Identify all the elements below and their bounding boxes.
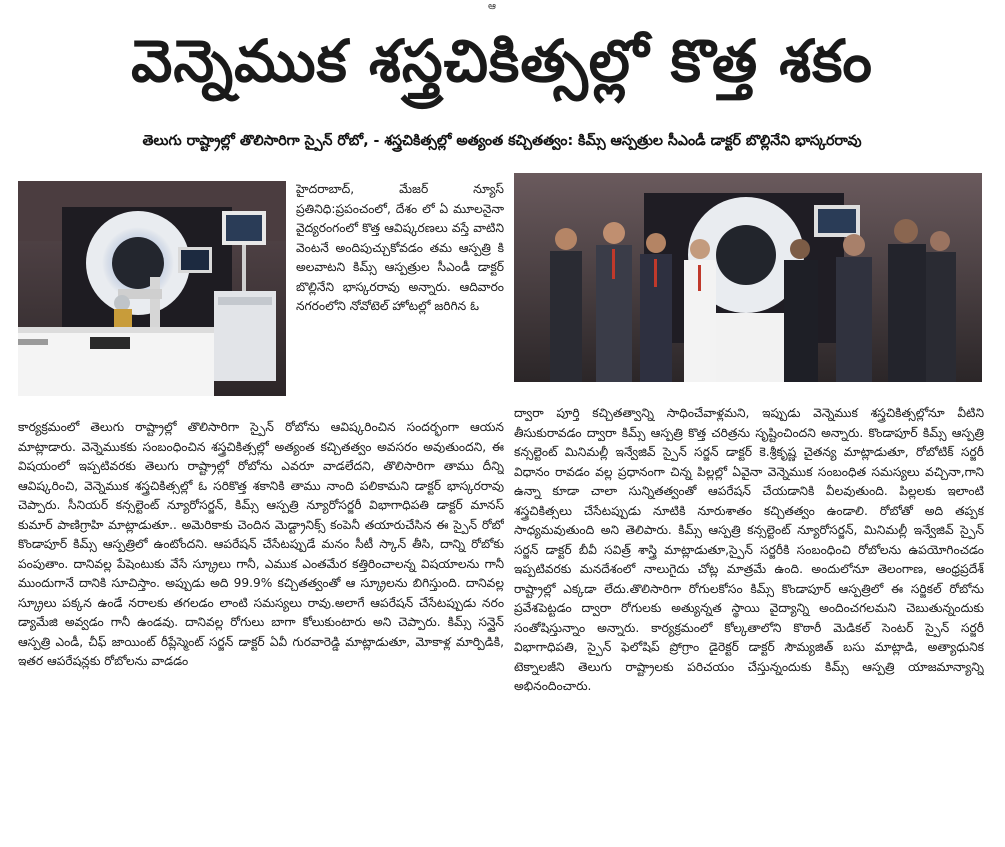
article-paragraph: ద్వారా పూర్తి కచ్చితత్వాన్ని సాధించేవాళ్లమని, ఇప్పుడు వెన్నెముక శస్త్రచికిత్సల్లోనూ వీటిని తీసుకురావడం ద్వారా కిమ్స్ ఆస్పత్రి కొత్త చరిత్రను సృష్టించిందని అన్నారు. కొండాపూర్ కిమ్స్ ఆస్పత్రి కన్సల్టెంట్ మినిమల్లీ ఇన్వేజివ్ స్పైన్ సర్జన్ డాక్టర్ కె.శ్రీకృష్ణ చైతన్య మాట్లాడుతూ, రోబోటిక్ సర్జరీ విధానం రావడం వల్ల ప్రధానంగా చిన్న పిల్లల్లో ఏవైనా వెన్నెముక సంబంధిత సమస్యలు వచ్చినా,గాని ఉన్నా కూడా చాలా సున్నితత్వంతో ఆపరేషన్ చేయడానికి వీలవుతుంది. పిల్లలకు ఇలాంటి శస్త్రచికిత్సలు చేసేటప్పుడు నూటికి నూరుశాతం కచ్చితత్వం ఉండాలి. రోబోతో అది తప్పక సాధ్యమవుతుంది అని తెలిపారు. కిమ్స్ ఆస్పత్రి కన్సల్టెంట్ న్యూరోసర్జన్, మినిమల్లీ ఇన్వేజివ్ స్పైన్ సర్జన్ డాక్టర్ బీవీ సవిత్ర్ శాస్త్రి మాట్లాడుతూ,స్పైన్ సర్జరీకి సంబంధించి రోబోలను ఉపయోగించడం ఇప్పటివరకు మనదేశంలో నాలుగైదు చోట్ల మాత్రమే ఉంది. అందులోనూ తెలంగాణ, ఆంధ్రప్రదేశ్ రాష్ట్రాల్లో ఎక్కడా లేదు.తొలిసారిగా రోగులకోసం కిమ్స్ కొండాపూర్ ఆస్పత్రిలో ఈ సర్జికల్ రోబోను ప్రవేశపెట్టడం ద్వారా రోగులకు అత్యున్నత స్థాయి వైద్యాన్ని అందించగలమని చెబుతున్నందుకు సంతోషిస్తున్నాం అన్నారు. కార్యక్రమంలో కోల్కతాలోని కొఠారీ మెడికల్ సెంటర్ స్పైన్ సర్జరీ విభాగాధిపతి, స్పైన్ ఫెలోషిప్ ప్రోగ్రాం డైరెక్టర్ డాక్టర్ సౌమ్యజిత్ బసు మాట్లాడి, అత్యాధునిక టెక్నాలజీని తెలుగు రాష్ట్రాలకు పరిచయం చేస్తున్నందుకు కిమ్స్ ఆస్పత్రి యాజమాన్యాన్ని అభినందించారు. (514, 406, 984, 693)
spine-robot-photo (18, 181, 286, 396)
top-mark: ఆ (488, 1, 496, 12)
robot-illustration (18, 181, 286, 396)
subheadline: తెలుగు రాష్ట్రాల్లో తొలిసారిగా స్పైన్ రోబో, - శస్త్రచికిత్సల్లో అత్యంత కచ్చితత్వం: కిమ్స్ ఆస్పత్రుల సీఎండీ డాక్టర్ బొల్లినేని భాస్కరరావు (142, 133, 862, 149)
article-column-a-bottom (18, 418, 504, 840)
headline: వెన్నెముక శస్త్రచికిత్సల్లో కొత్త శకం (131, 27, 873, 95)
article-paragraph: హైదరాబాద్, మేజర్ న్యూస్ ప్రతినిధి:ప్రపంచంలో, దేశం లో ఏ మూలనైనా వైద్యరంగంలో కొత్త ఆవిష్కరణలు వస్తే వాటిని వెంటనే అందిపుచ్చుకోవడం తమ ఆస్పత్రి కి అలవాటని కిమ్స్ ఆస్పత్రుల సీఎండీ డాక్టర్ బొల్లినేని భాస్కరరావు అన్నారు. ఆదివారం నగరంలోని నోవోటెల్ హోటల్లో జరిగిన ఓ (296, 182, 504, 313)
article-column-a-top (296, 180, 504, 414)
article-column-b (514, 404, 984, 840)
launch-group-photo (514, 173, 982, 382)
group-illustration (514, 173, 982, 382)
article-paragraph: కార్యక్రమంలో తెలుగు రాష్ట్రాల్లో తొలిసారిగా స్పైన్ రోబోను ఆవిష్కరించిన సందర్భంగా ఆయన మాట్లాడారు. వెన్నెముకకు సంబంధించిన శస్త్రచికిత్సల్లో అత్యంత కచ్చితత్వం అవసరం అవుతుందని, ఈ విషయంలో ఇప్పటివరకు తెలుగు రాష్ట్రాల్లో రోబోను ఎవరూ వాడలేదని, తొలిసారిగా తాము దీన్ని ఆవిష్కరించి, వెన్నెముక శస్త్రచికిత్సల్లో ఓ సరికొత్త శకానికి తాము నాంది పలికామని డాక్టర్ భాస్కరరావు చెప్పారు. సీనియర్ కన్సల్టెంట్ న్యూరోసర్జన్, కిమ్స్ ఆస్పత్రి న్యూరోసర్జరీ విభాగాధిపతి డాక్టర్ మానస్ కుమార్ పాణిగ్రాహి మాట్లాడుతూ.. అమెరికాకు చెందిన మెడ్ట్రానిక్స్ కంపెనీ తయారుచేసిన ఈ స్పైన్ రోబో కొండాపూర్ కిమ్స్ ఆస్పత్రిలో ఉంటోందని. ఆపరేషన్ చేసేటప్పుడే మనం సీటీ స్కాన్ తీసి, దాన్ని రోబోకు పంపుతాం. దానివల్ల పేషెంటుకు వేసే స్క్రూలు గానీ, ఎముక ఎంతమేర కత్తిరించాలన్న విషయాలను గానీ ముందుగానే దానికి సూచిస్తాం. అప్పుడు అది 99.9% కచ్చితత్వంతో ఆ స్క్రూలను బిగిస్తుంది. దానివల్ల స్క్రూలు పక్కన ఉండే నరాలకు తగలడం లాంటి సమస్యలు రావు.అలాగే ఆపరేషన్ చేసేటప్పుడు నరం డ్యామేజి అవ్వడం గానీ ఉండవు. దానివల్ల రోగులు బాగా కోలుకుంటారు అని చెప్పారు. కిమ్స్ సన్షైన్ ఆస్పత్రి ఎండీ, చీఫ్ జాయింట్ రీప్లేస్మెంట్ సర్జన్ డాక్టర్ ఏవీ గురవారెడ్డి మాట్లాడుతూ, మోకాళ్ల మార్పిడికి, ఇతర ఆపరేషన్లకు రోబోలను వాడడం (18, 420, 504, 668)
